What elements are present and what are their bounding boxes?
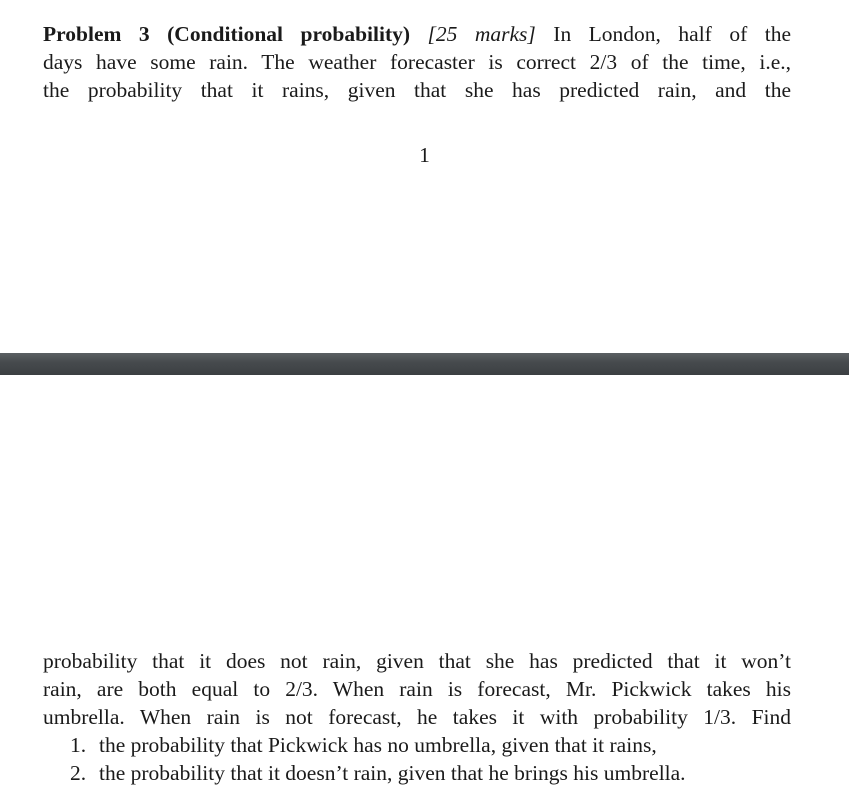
problem-line-3: the probability that it rains, given that she has predicted rain, and the <box>43 78 791 102</box>
page-top <box>0 0 849 353</box>
continuation-line-1: probability that it does not rain, given that she has predicted that it won’t <box>43 649 791 673</box>
continuation-paragraph <box>43 647 791 731</box>
problem-heading: Problem 3 (Conditional probability) <box>43 22 411 46</box>
problem-line-1-rest: In London, half of the <box>535 22 791 46</box>
list-item-number: 2. <box>70 761 87 785</box>
problem-paragraph <box>43 20 791 104</box>
list-item-text: the probability that it doesn’t rain, given that he brings his umbrella. <box>99 761 686 785</box>
problem-marks: [25 marks] <box>427 22 536 46</box>
list-item <box>70 759 830 787</box>
page-number: 1 <box>419 143 430 167</box>
question-list <box>70 731 830 787</box>
page-divider <box>0 353 849 375</box>
continuation-line-2: rain, are both equal to 2/3. When rain is forecast, Mr. Pickwick takes his <box>43 677 791 701</box>
list-item-number: 1. <box>70 733 87 757</box>
continuation-line-3: umbrella. When rain is not forecast, he takes it with probability 1/3. Find <box>43 705 791 729</box>
list-item <box>70 731 830 759</box>
problem-line-2: days have some rain. The weather forecaster is correct 2/3 of the time, i.e., <box>43 50 791 74</box>
problem-line-1 <box>43 20 791 48</box>
list-item-text: the probability that Pickwick has no umbrella, given that it rains, <box>99 733 657 757</box>
